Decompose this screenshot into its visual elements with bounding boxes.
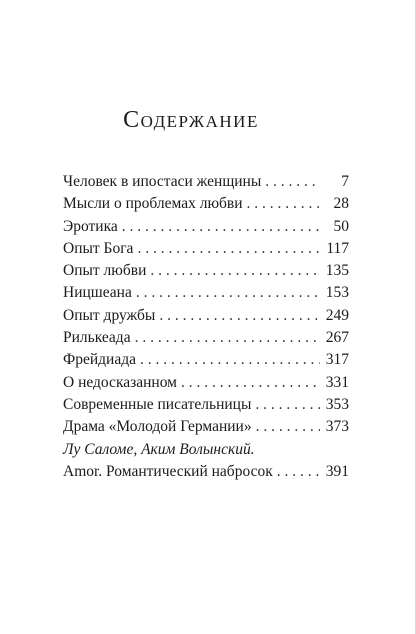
leader-dots	[159, 305, 320, 327]
toc-page-number: 373	[325, 418, 349, 436]
leader-dots	[150, 260, 320, 282]
leader-dots	[247, 193, 320, 215]
leader-dots	[137, 238, 320, 260]
toc-entry	[63, 216, 349, 238]
toc-page-number: 249	[325, 306, 349, 324]
toc-entry	[63, 394, 349, 416]
toc-entry	[63, 349, 349, 371]
leader-dots	[256, 416, 320, 438]
leader-dots	[136, 282, 320, 304]
leader-dots	[255, 394, 320, 416]
toc-entry	[63, 372, 349, 394]
toc-page-number: 135	[325, 262, 349, 280]
toc-entry	[63, 171, 349, 193]
leader-dots	[122, 216, 320, 238]
toc-entry	[63, 416, 349, 438]
toc-entry	[63, 238, 349, 260]
toc-entry-label: Мысли о проблемах любви	[63, 195, 243, 213]
toc-entry	[63, 282, 349, 304]
toc-page-number: 117	[326, 239, 349, 257]
toc-entry-label: Рилькеада	[63, 329, 131, 347]
leader-dots	[277, 461, 320, 483]
toc-entry	[63, 260, 349, 282]
toc-entry	[63, 461, 349, 483]
toc-entry-label: Драма «Молодой Германии»	[63, 418, 252, 436]
toc-page-number: 353	[325, 395, 349, 413]
toc-heading: Содержание	[123, 107, 259, 133]
toc-entry	[63, 305, 349, 327]
toc-entry-label: Опыт Бога	[63, 239, 134, 257]
toc-entry-label: Опыт любви	[63, 262, 147, 280]
leader-dots	[265, 171, 320, 193]
leader-dots	[181, 372, 320, 394]
toc-entry	[63, 327, 349, 349]
toc-page-number: 7	[341, 173, 349, 190]
toc-entry-subtitle	[63, 439, 349, 461]
toc-entry-label: Ницшеана	[63, 284, 132, 302]
toc-page-number: 331	[325, 373, 349, 391]
toc-subtitle-authors: Лу Саломе, Аким Волынский.	[63, 440, 255, 458]
toc-entry-label: О недосказанном	[63, 373, 177, 391]
leader-dots	[140, 349, 320, 371]
toc-entry	[63, 193, 349, 215]
toc-entry-label: Человек в ипостаси женщины	[63, 173, 262, 190]
toc-entry-label: Опыт дружбы	[63, 306, 156, 324]
toc-entry-label: Amor. Романтический набросок	[63, 462, 273, 480]
toc-page-number: 28	[333, 195, 349, 213]
leader-dots	[135, 327, 320, 349]
toc-entry-label: Фрейдиада	[63, 351, 136, 369]
toc-page-number: 153	[325, 284, 349, 302]
toc-page-number: 50	[333, 217, 349, 235]
toc-page-number: 267	[325, 329, 349, 347]
toc-entry-label: Эротика	[63, 217, 118, 235]
toc-entry-label: Современные писательницы	[63, 395, 252, 413]
table-of-contents	[63, 171, 349, 483]
toc-page-number: 317	[325, 351, 349, 369]
toc-page-number: 391	[325, 462, 349, 480]
